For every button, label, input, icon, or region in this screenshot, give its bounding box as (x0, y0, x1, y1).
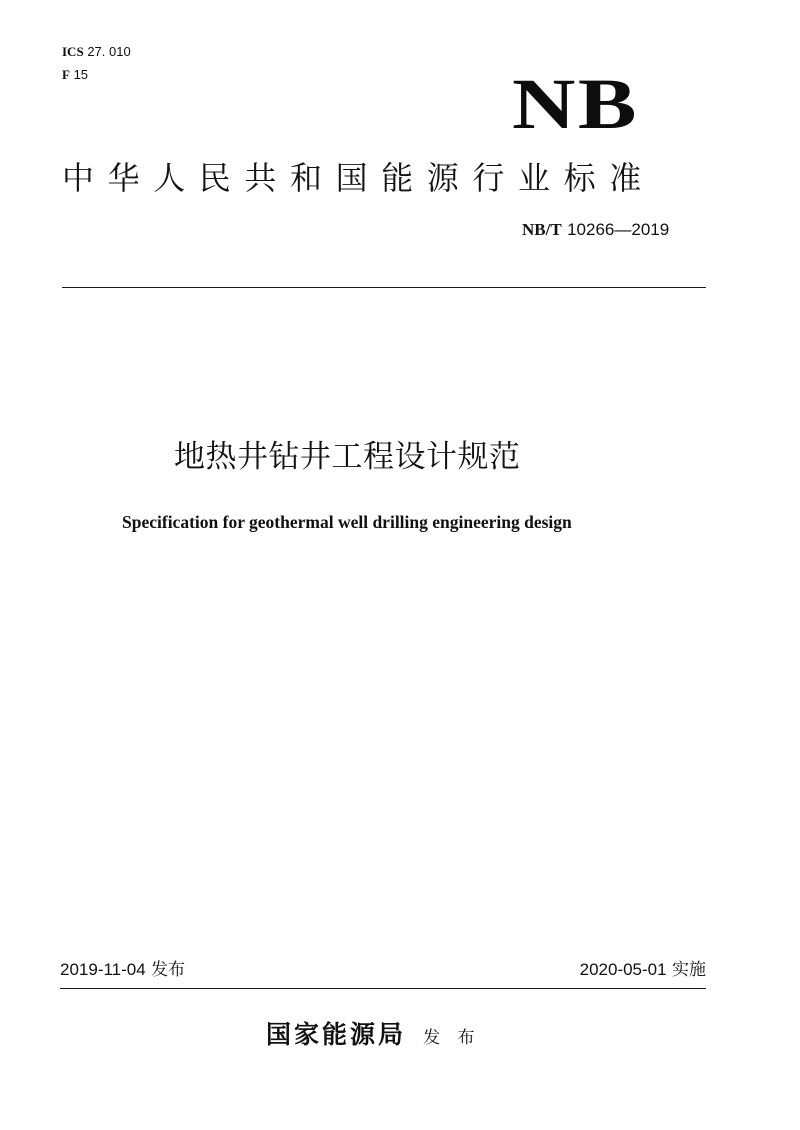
nb-logo: NB (512, 64, 639, 144)
footer-divider (60, 988, 706, 989)
issuer-name: 国家能源局 (266, 1020, 407, 1049)
ccs-code-line (62, 67, 131, 83)
standard-number (522, 220, 669, 240)
ccs-label: F (62, 67, 70, 82)
industry-standard-title: 中华人民共和国能源行业标准 (62, 159, 655, 197)
issue-date: 2019-11-04 (60, 960, 146, 979)
ics-label: ICS (62, 44, 84, 59)
ics-code-line (62, 44, 131, 60)
classification-codes (62, 44, 131, 83)
issuer-action: 发 布 (423, 1028, 481, 1048)
issue-label: 发布 (151, 960, 186, 980)
issue-date-block (60, 958, 185, 982)
issuer-block (266, 1018, 481, 1055)
effective-date-block (580, 958, 706, 982)
document-title-chinese: 地热井钻井工程设计规范 (174, 439, 521, 475)
ccs-code: 15 (73, 67, 89, 82)
standard-prefix: NB/T (522, 220, 562, 239)
header-divider (62, 287, 706, 288)
dates-row (60, 958, 706, 982)
standard-number-value: 10266—2019 (567, 220, 670, 239)
effective-date: 2020-05-01 (579, 960, 667, 979)
effective-label: 实施 (672, 960, 706, 980)
document-title-english: Specification for geothermal well drilling engineering design (122, 512, 572, 532)
ics-code: 27. 010 (87, 44, 131, 59)
